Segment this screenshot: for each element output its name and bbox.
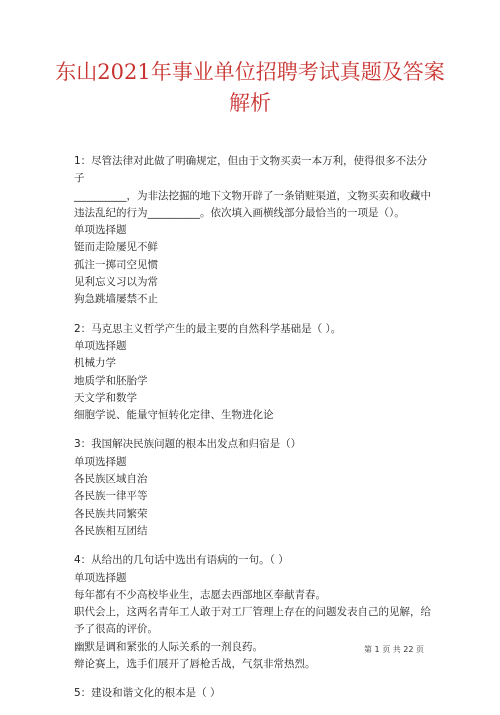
question-stem-line: __________，为非法挖掘的地下文物开辟了一条销赃渠道，文物买卖和收藏中 [74,189,431,202]
question-5 [74,685,436,702]
option: 职代会上，这两名青年工人敢于对工厂管理上存在的问题发表自己的见解，给 [74,606,431,619]
page-number: 第 1 页 共 22 页 [364,645,424,654]
question-list [74,153,436,715]
question-stem-line: 4：从给出的几句话中选出有语病的一句。（ ） [74,554,289,567]
question-4 [74,552,436,673]
question-stem-line: 1：尽管法律对此做了明确规定，但由于文物买卖一本万利，使得很多不法分子 [74,155,428,185]
question-1 [74,153,436,309]
option: 狗急跳墙屡禁不止 [74,293,158,306]
option: 各民族共同繁荣 [74,507,148,520]
option: 天文学和数学 [74,391,137,404]
question-type: 单项选择题 [74,224,127,237]
question-type: 单项选择题 [74,571,127,584]
option: 机械力学 [74,357,116,370]
question-stem-line: 5：建设和谐文化的根本是（ ） [74,687,221,700]
option: 每年都有不少高校毕业生，志愿去西部地区奉献青春。 [74,588,326,601]
question-stem-line: 2：马克思主义哲学产生的最主要的自然科学基础是（ ）。 [74,322,342,335]
question-stem-line: 违法乱纪的行为__________。依次填入画横线部分最恰当的一项是（）。 [74,206,405,219]
question-type: 单项选择题 [74,455,127,468]
option: 见利忘义习以为常 [74,276,158,289]
option: 各民族区域自治 [74,473,148,486]
option: 辩论赛上，选手们展开了唇枪舌战，气氛非常热烈。 [74,658,316,671]
option: 予了很高的评价。 [74,623,158,636]
option: 幽默是调和紧张的人际关系的一剂良药。 [74,640,263,653]
question-3 [74,436,436,540]
title-line-1: 东山2021年事业单位招聘考试真题及答案 [55,60,445,84]
document-title [40,57,460,119]
question-2 [74,321,436,425]
question-stem-line: 3：我国解决民族问题的根本出发点和归宿是（） [74,438,302,451]
title-line-2: 解析 [229,91,271,115]
option: 孤注一掷司空见惯 [74,258,158,271]
option: 地质学和胚胎学 [74,374,148,387]
question-type: 单项选择题 [74,339,127,352]
option: 各民族一律平等 [74,490,148,503]
option: 铤而走险屡见不鲜 [74,241,158,254]
option: 各民族相互团结 [74,524,148,537]
option: 细胞学说、能量守恒转化定律、生物进化论 [74,409,274,422]
